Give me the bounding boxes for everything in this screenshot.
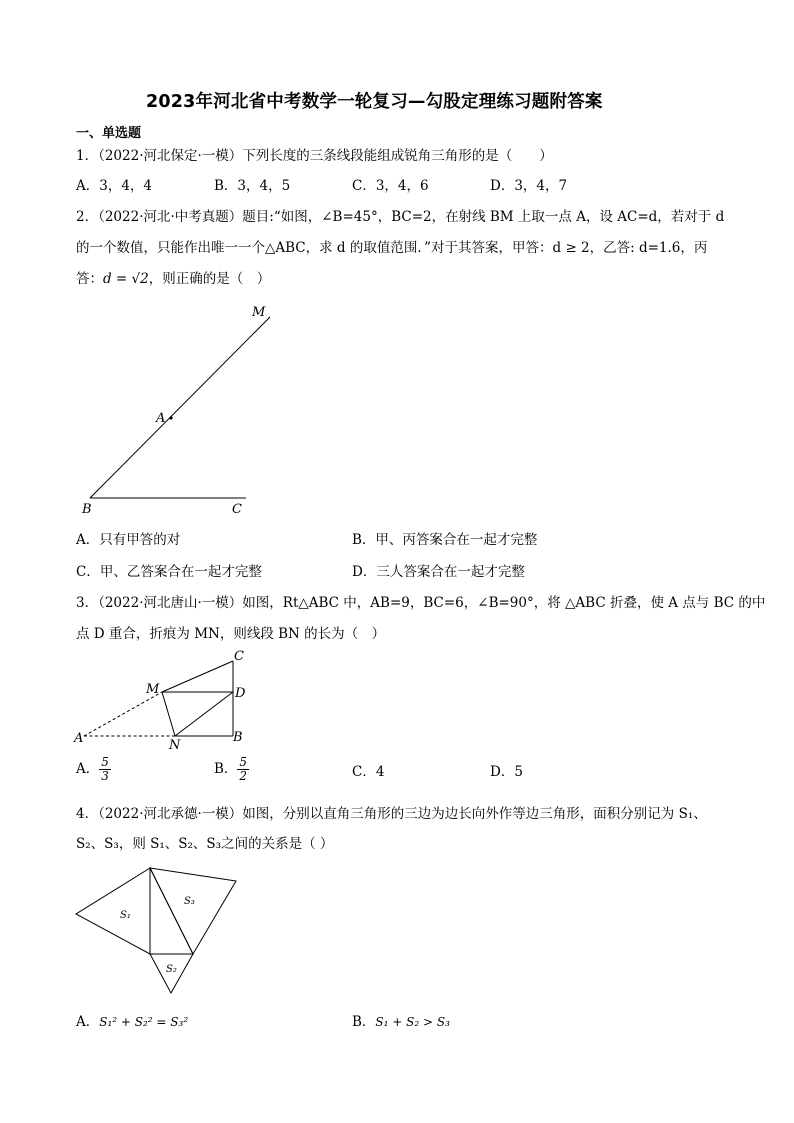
q2-option-c: C．甲、乙答案合在一起才完整 [76, 564, 262, 580]
label-c: C [234, 649, 244, 664]
ray-bm [90, 314, 270, 498]
label-m: M [252, 305, 266, 320]
segment-mn [162, 692, 175, 736]
q3-option-d-prefix: D． [490, 764, 515, 780]
q1-option-a: A．3，4，4 [76, 178, 153, 194]
label-s1: S₁ [120, 910, 131, 921]
label-s2: S₂ [166, 964, 177, 975]
q1-option-b: B．3，4，5 [214, 178, 291, 194]
q3-option-c [352, 764, 384, 780]
q3-option-d [490, 764, 523, 780]
segment-mc [162, 661, 233, 692]
label-a: A [74, 731, 84, 746]
q2-option-a: A．只有甲答的对 [76, 532, 181, 548]
equilateral-s1 [76, 868, 150, 954]
question-1-stem: 1．（2022·河北保定·一模）下列长度的三条线段能组成锐角三角形的是（ ） [76, 148, 553, 164]
question-3-line2: 点 D 重合，折痕为 MN，则线段 BN 的长为（ ） [76, 626, 386, 642]
label-n: N [169, 738, 181, 753]
dashed-am [84, 692, 162, 736]
q3-option-a-prefix: A． [76, 761, 100, 777]
label-b: B [82, 502, 92, 517]
question-4-line1: 4．（2022·河北承德·一模）如图，分别以直角三角形的三边为边长向外作等边三角形，面积分别记为 S₁、 [76, 806, 707, 822]
q3-option-c-value: 4 [375, 764, 385, 780]
question-3-line1: 3．（2022·河北唐山·一模）如图，Rt△ABC 中，AB=9，BC=6，∠B=90°，将 △ABC 折叠，使 A 点与 BC 的中 [76, 595, 766, 611]
equilateral-s3 [150, 868, 236, 954]
q4-option-a-expression: S₁² + S₂² = S₃² [99, 1015, 189, 1029]
label-a: A [156, 411, 166, 426]
q2-answer-math: d = √2 [103, 271, 149, 287]
q2-line3-suffix: ，则正确的是（ ） [148, 271, 271, 287]
q3-option-a [76, 756, 111, 783]
label-b: B [233, 730, 243, 745]
question-4-line2: S₂、S₃，则 S₁、S₂、S₃之间的关系是（ ） [76, 836, 334, 852]
q3-option-b-denominator: 2 [239, 769, 248, 783]
q3-figure [70, 645, 260, 753]
q2-figure [70, 300, 270, 525]
label-c: C [232, 502, 242, 517]
q3-option-c-prefix: C． [352, 764, 376, 780]
q4-option-a-prefix: A． [76, 1014, 100, 1030]
q3-option-a-denominator: 3 [101, 769, 109, 783]
q3-option-a-numerator: 5 [101, 755, 109, 769]
q4-figure [70, 862, 245, 1000]
question-2-line1: 2．（2022·河北·中考真题）题目:“如图，∠B=45°，BC=2，在射线 BM 上取一点 A，设 AC=d，若对于 d [76, 209, 725, 225]
question-2-line3 [76, 271, 270, 287]
q4-option-b-prefix: B． [352, 1014, 376, 1030]
segment-nd [175, 692, 233, 736]
q3-option-b-numerator: 5 [239, 755, 248, 769]
q4-option-a [76, 1014, 188, 1030]
label-m: M [146, 682, 160, 697]
q2-option-b: B．甲、丙答案合在一起才完整 [352, 532, 538, 548]
q4-option-b [352, 1014, 450, 1030]
q1-option-c: C．3，4，6 [352, 178, 429, 194]
label-d: D [235, 686, 246, 701]
q3-option-b-fraction [237, 756, 249, 783]
document-title: 2023年河北省中考数学一轮复习—勾股定理练习题附答案 [146, 92, 603, 112]
q3-option-b-prefix: B． [214, 761, 238, 777]
q4-option-b-expression: S₁ + S₂ > S₃ [375, 1015, 450, 1029]
point-a [169, 416, 172, 419]
q3-option-a-fraction [99, 756, 111, 783]
q3-option-b [214, 756, 249, 783]
q2-option-d: D．三人答案合在一起才完整 [352, 564, 525, 580]
q3-option-d-value: 5 [514, 764, 523, 780]
label-s3: S₃ [184, 896, 195, 907]
section-heading: 一、单选题 [76, 126, 142, 141]
q2-line3-prefix: 答： [76, 271, 103, 287]
question-2-line2: 的一个数值，只能作出唯一一个△ABC，求 d 的取值范围．”对于其答案，甲答：d ≥ 2，乙答: d=1.6，丙 [76, 240, 708, 256]
q1-option-d: D．3，4，7 [490, 178, 568, 194]
